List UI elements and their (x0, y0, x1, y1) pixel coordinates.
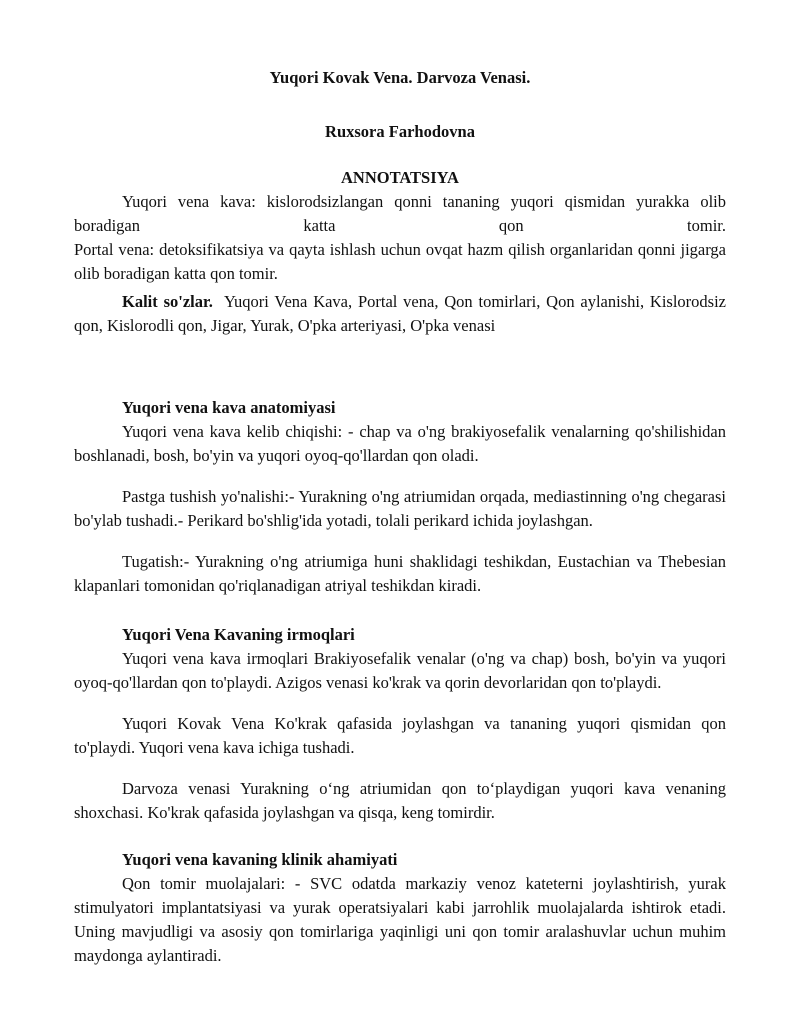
annotation-heading: ANNOTATSIYA (341, 168, 459, 187)
section-paragraph: Pastga tushish yo'nalishi:- Yurakning o'ng atriumidan orqada, mediastinning o'ng chegarasi bo'ylab tushadi.- Perikard bo'shlig'ida yotadi, tolali perikard ichida joylashgan. (74, 487, 726, 530)
section-paragraph: Darvoza venasi Yurakning o‘ng atriumidan qon to‘playdigan yuqori kava venaning shoxchasi. Ko'krak qafasida joylashgan va qisqa, keng tomirdir. (74, 779, 726, 822)
section-heading: Yuqori Vena Kavaning irmoqlari (122, 625, 355, 644)
keywords-label: Kalit so'zlar. (122, 292, 213, 311)
section-paragraph: Qon tomir muolajalari: - SVC odatda markaziy venoz kateterni joylashtirish, yurak stimulyatori implantatsiyasi va yurak operatsiyalari kabi jarrohlik muolajalarda ishtirok etadi. Uning mavjudligi va asosiy qon tomirlariga yaqinligi uni qon tomir aralashuvlar uchun muhim maydonga aylantiradi. (74, 874, 726, 965)
section-paragraph: Yuqori vena kava kelib chiqishi: - chap va o'ng brakiyosefalik venalarning qo'shilishidan boshlanadi, bosh, bo'yin va yuqori oyoq-qo'llardan qon oladi. (74, 422, 726, 465)
keywords-paragraph (74, 290, 726, 338)
section-paragraph: Tugatish:- Yurakning o'ng atriumiga huni shaklidagi teshikdan, Eustachian va Thebesian klapanlari tomonidan qo'riqlanadigan atriyal teshikdan kiradi. (74, 552, 726, 595)
keywords-text: Yuqori Vena Kava, Portal vena, Qon tomirlari, Qon aylanishi, Kislorodsiz qon, Kislorodli qon, Jigar, Yurak, O'pka arteriyasi, O'pka venasi (74, 292, 726, 335)
section-heading: Yuqori vena kava anatomiyasi (122, 398, 336, 417)
annotation-line-1: Yuqori vena kava: kislorodsizlangan qonni tananing yuqori qismidan yurakka olib boradigan katta qon tomir. (74, 192, 726, 235)
author-name: Ruxsora Farhodovna (325, 122, 475, 141)
section-heading: Yuqori vena kavaning klinik ahamiyati (122, 850, 398, 869)
document-body (74, 62, 726, 968)
document-title: Yuqori Kovak Vena. Darvoza Venasi. (269, 68, 531, 87)
section-paragraph: Yuqori Kovak Vena Ko'krak qafasida joylashgan va tananing yuqori qismidan qon to'playdi. Yuqori vena kava ichiga tushadi. (74, 714, 726, 757)
annotation-line-2: Portal vena: detoksifikatsiya va qayta ishlash uchun ovqat hazm qilish organlaridan qonni jigarga olib boradigan katta qon tomir. (74, 240, 726, 283)
section-paragraph: Yuqori vena kava irmoqlari Brakiyosefalik venalar (o'ng va chap) bosh, bo'yin va yuqori oyoq-qo'llardan qon to'playdi. Azigos venasi ko'krak va qorin devorlaridan qon to'playdi. (74, 649, 726, 692)
